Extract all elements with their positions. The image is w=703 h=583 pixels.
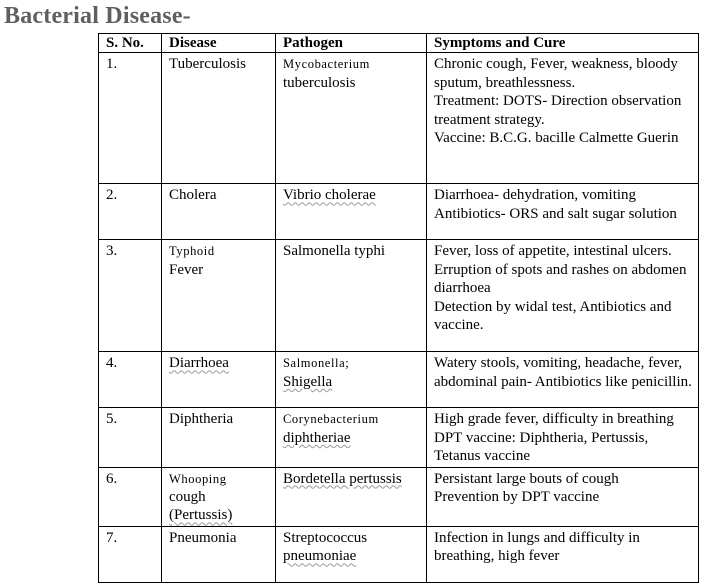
disease-cell [162,53,276,184]
pathogen-name: diphtheriae [283,429,351,446]
disease-name: (Pertussis) [169,507,233,524]
disease-name: Tuberculosis [169,56,246,73]
pathogen-cell [276,184,427,240]
disease-name: Pneumonia [169,529,237,546]
symptoms-cell [427,467,699,526]
symptom-text: Chronic cough, Fever, weakness, bloody sputum, breathlessness. [434,56,678,91]
symptom-text: Detection by widal test, Antibiotics and vaccine. [434,298,672,334]
disease-name: Cholera [169,187,217,204]
disease-name: Diphtheria [169,411,234,428]
table-row [99,467,699,526]
disease-cell [162,467,276,526]
disease-cell [162,240,276,352]
pathogen-name: Mycobacterium [283,57,370,72]
pathogen-name: Salmonella typhi [283,243,386,260]
symptom-text: Diarrhoea- dehydration, vomiting [434,187,637,204]
pathogen-cell [276,467,427,526]
disease-name: cough [169,489,206,506]
row-number: 2. [99,184,162,240]
disease-name: Whooping [169,471,227,486]
disease-name: Fever [169,261,204,278]
symptom-text: Infection in lungs and difficulty in breathing, high fever [434,529,640,565]
pathogen-name: Corynebacterium [283,412,379,427]
row-number: 5. [99,408,162,467]
header-pathogen: Pathogen [276,34,427,53]
symptoms-cell [427,240,699,352]
pathogen-name: tuberculosis [283,74,356,91]
pathogen-cell [276,240,427,352]
pathogen-cell [276,352,427,408]
disease-cell [162,352,276,408]
disease-cell [162,408,276,467]
row-number: 6. [99,467,162,526]
pathogen-name: Vibrio cholerae [283,187,376,204]
row-number: 4. [99,352,162,408]
pathogen-name: Streptococcus [283,529,368,546]
symptoms-cell [427,408,699,467]
symptom-text: Antibiotics- ORS and salt sugar solution [434,205,677,222]
pathogen-cell [276,408,427,467]
symptoms-cell [427,352,699,408]
symptom-text: Persistant large bouts of cough [434,470,619,487]
row-number: 7. [99,526,162,582]
symptoms-cell [427,526,699,582]
pathogen-name: Bordetella pertussis [283,470,402,487]
symptom-text: Treatment: DOTS- Direction observation treatment strategy. [434,93,682,128]
page-title: Bacterial Disease- [4,3,191,29]
table-row [99,408,699,467]
symptom-text: Fever, loss of appetite, intestinal ulcers. [434,243,672,260]
table-row [99,240,699,352]
symptom-text: High grade fever, difficulty in breathing DPT vaccine: Diphtheria, Pertussis, Tetanus vaccine [434,411,674,465]
symptom-text: Vaccine: B.C.G. bacille Calmette Guerin [434,130,679,147]
pathogen-name: Shigella [283,373,333,390]
table-row [99,184,699,240]
symptoms-cell [427,53,699,184]
pathogen-cell [276,53,427,184]
disease-cell [162,184,276,240]
header-symptoms: Symptoms and Cure [427,34,699,53]
disease-name: Diarrhoea [169,355,229,372]
table-row [99,53,699,184]
symptom-text: Watery stools, vomiting, headache, fever, abdominal pain- Antibiotics like penicillin. [434,355,692,390]
header-row [99,34,699,53]
disease-table [98,33,699,583]
table-row [99,526,699,582]
symptom-text: Prevention by DPT vaccine [434,489,600,506]
disease-cell [162,526,276,582]
header-sno: S. No. [99,34,162,53]
row-number: 1. [99,53,162,184]
row-number: 3. [99,240,162,352]
pathogen-cell [276,526,427,582]
disease-name: Typhoid [169,244,215,259]
symptom-text: Erruption of spots and rashes on abdomen diarrhoea [434,261,687,297]
table-row [99,352,699,408]
header-disease: Disease [162,34,276,53]
symptoms-cell [427,184,699,240]
pathogen-name: Salmonella; [283,356,350,371]
pathogen-name: pneumoniae [283,548,357,565]
